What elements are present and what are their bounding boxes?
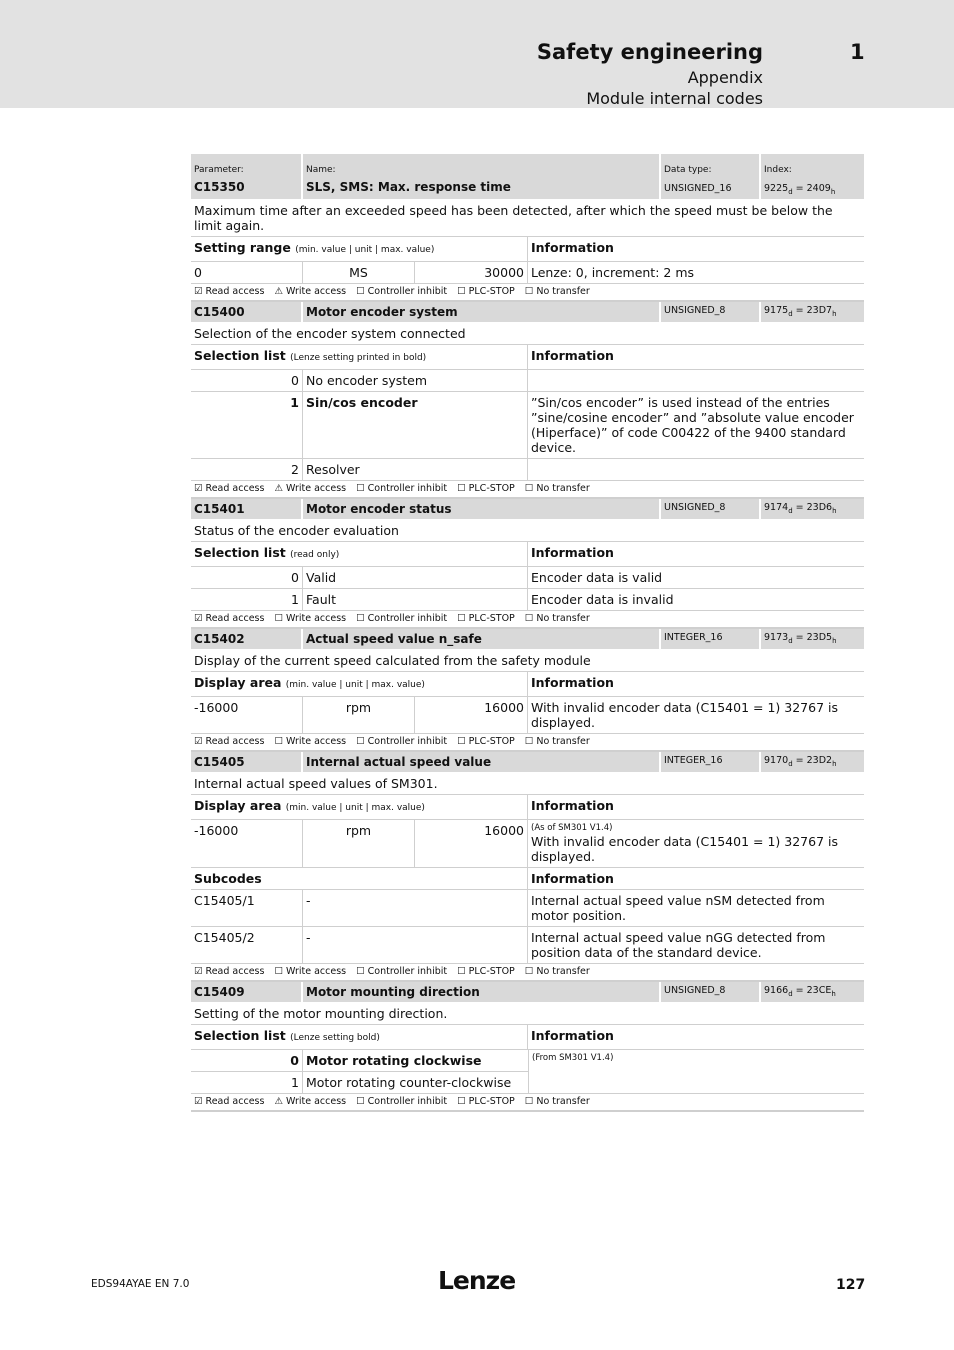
chapter-number: 1 (850, 40, 865, 64)
list-item: 1 Motor rotating counter-clockwise (191, 1072, 528, 1093)
param-type: UNSIGNED_8 (661, 499, 761, 519)
list-item: 0 Valid Encoder data is valid (191, 567, 864, 589)
param-description: Display of the current speed calculated from the safety module (191, 650, 864, 672)
param-description: Internal actual speed values of SM301. (191, 773, 864, 795)
param-index: $9166_d = 23CE_h$ (764, 984, 836, 998)
param-index: $9174_d = 23D6_h$ (764, 501, 837, 515)
range-row: 0 MS 30000 Lenze: 0, increment: 2 ms (191, 262, 864, 284)
param-c15402 (191, 629, 864, 752)
page-title: Safety engineering (536, 40, 763, 64)
param-description: Selection of the encoder system connected (191, 323, 864, 345)
param-description: Status of the encoder evaluation (191, 520, 864, 542)
access-row: ☑ Read access ☐ Write access ☐ Controller inhibit ☐ PLC-STOP ☐ No transfer (191, 964, 864, 982)
param-c15409 (191, 982, 864, 1112)
param-code: C15409 (191, 982, 303, 1002)
access-row: ☑ Read access ☐ Write access ☐ Controller inhibit ☐ PLC-STOP ☐ No transfer (191, 611, 864, 629)
param-c15400 (191, 302, 864, 499)
param-description: Maximum time after an exceeded speed has been detected, after which the speed must be below the limit again. (191, 200, 864, 237)
list-item: 0 No encoder system (191, 370, 864, 392)
name-label: Name: (306, 165, 336, 175)
subcode-row: C15405/1 - Internal actual speed value nSM detected from motor position. (191, 890, 864, 927)
range-header: Setting range (min. value | unit | max. value) Information (191, 237, 864, 262)
param-header (191, 499, 864, 520)
version-note: (From SM301 V1.4) (532, 1052, 614, 1063)
param-type: UNSIGNED_8 (661, 982, 761, 1002)
param-code: C15401 (191, 499, 303, 519)
range-row: -16000 rpm 16000 (As of SM301 V1.4) With invalid encoder data (C15401 = 1) 32767 is displayed. (191, 820, 864, 868)
param-type: UNSIGNED_16 (664, 183, 732, 194)
param-header (191, 752, 864, 773)
parameter-label: Parameter: (194, 165, 244, 175)
lenze-logo: Lenze (438, 1266, 516, 1295)
param-c15405 (191, 752, 864, 982)
list-item: 1 Fault Encoder data is invalid (191, 589, 864, 611)
param-code: C15400 (191, 302, 303, 322)
list-item: 1 Sin/cos encoder ”Sin/cos encoder” is used instead of the entries ”sine/cosine encoder” and ”absolute value encoder (Hiperface)” of code C00422 of the 9400 standard device. (191, 392, 864, 459)
list-item: 2 Resolver (191, 459, 864, 481)
access-row: ☑ Read access ⚠ Write access ☐ Controller inhibit ☐ PLC-STOP ☐ No transfer (191, 284, 864, 302)
param-type: INTEGER_16 (661, 629, 761, 649)
param-name: Internal actual speed value (303, 752, 661, 772)
list-header: Selection list (read only) Information (191, 542, 864, 567)
subcode-row: C15405/2 - Internal actual speed value nGG detected from position data of the standard device. (191, 927, 864, 964)
param-header (191, 302, 864, 323)
param-index: $9173_d = 23D5_h$ (764, 631, 837, 645)
range-header: Display area (min. value | unit | max. value) Information (191, 795, 864, 820)
param-header (191, 982, 864, 1003)
param-c15401 (191, 499, 864, 629)
param-code: C15350 (194, 180, 245, 194)
range-header: Display area (min. value | unit | max. value) Information (191, 672, 864, 697)
datatype-label: Data type: (664, 165, 712, 175)
parameter-list (191, 154, 864, 1112)
document-id: EDS94AYAE EN 7.0 (91, 1278, 190, 1290)
access-row: ☑ Read access ⚠ Write access ☐ Controller inhibit ☐ PLC-STOP ☐ No transfer (191, 1094, 864, 1112)
subcodes-header: Subcodes Information (191, 868, 864, 890)
param-name: Motor mounting direction (303, 982, 661, 1002)
range-row: -16000 rpm 16000 With invalid encoder data (C15401 = 1) 32767 is displayed. (191, 697, 864, 734)
param-name: SLS, SMS: Max. response time (306, 180, 511, 194)
page-number: 127 (836, 1277, 866, 1293)
param-code: C15405 (191, 752, 303, 772)
param-description: Setting of the motor mounting direction. (191, 1003, 864, 1025)
param-name: Actual speed value n_safe (303, 629, 661, 649)
list-item: 0 Motor rotating clockwise (191, 1050, 528, 1072)
access-row: ☑ Read access ⚠ Write access ☐ Controller inhibit ☐ PLC-STOP ☐ No transfer (191, 481, 864, 499)
param-header (191, 629, 864, 650)
param-index: $9175_d = 23D7_h$ (764, 304, 837, 318)
param-type: INTEGER_16 (661, 752, 761, 772)
param-type: UNSIGNED_8 (661, 302, 761, 322)
access-row: ☑ Read access ☐ Write access ☐ Controller inhibit ☐ PLC-STOP ☐ No transfer (191, 734, 864, 752)
index-label: Index: (764, 165, 792, 175)
param-c15350 (191, 154, 864, 302)
page-header (0, 0, 954, 108)
section-title: Appendix (687, 68, 763, 87)
list-header: Selection list (Lenze setting printed in bold) Information (191, 345, 864, 370)
param-header (191, 154, 864, 200)
param-index: $9225_d = 2409_h$ (764, 183, 836, 196)
param-name: Motor encoder status (303, 499, 661, 519)
subsection-title: Module internal codes (586, 89, 763, 108)
list-header: Selection list (Lenze setting bold) Information (191, 1025, 864, 1050)
param-name: Motor encoder system (303, 302, 661, 322)
param-index: $9170_d = 23D2_h$ (764, 754, 837, 768)
param-code: C15402 (191, 629, 303, 649)
